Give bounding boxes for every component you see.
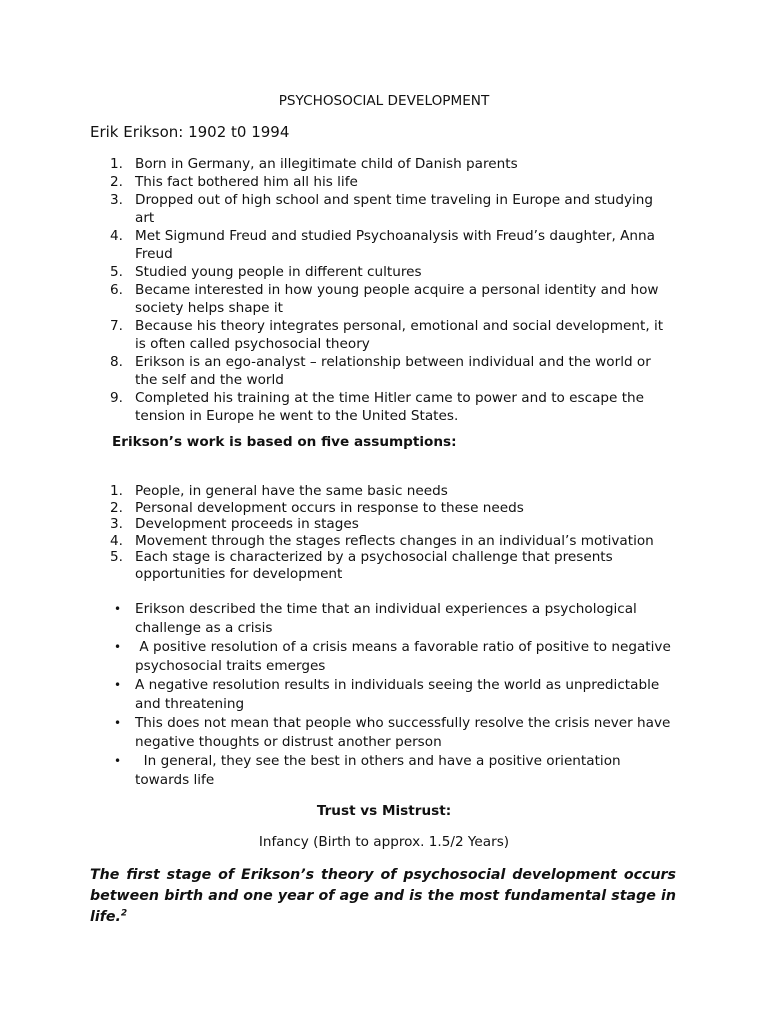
bullet-item-text: A negative resolution results in individuals seeing the world as unpredictable and threatening <box>135 677 664 712</box>
list-number: 3. <box>110 516 123 532</box>
list-item-text: Completed his training at the time Hitler came to power and to escape the tension in Europe he went to the United States. <box>135 390 645 424</box>
list-item-text: Erikson is an ego-analyst – relationship between individual and the world or the self and the world <box>135 354 651 388</box>
list-number: 6. <box>110 282 123 298</box>
bio-list-item <box>90 191 675 227</box>
bullet-item-text: In general, they see the best in others and have a positive orientation towards life <box>135 753 625 788</box>
list-number: 1. <box>110 483 123 499</box>
assumption-list-item <box>90 500 675 517</box>
list-number: 2. <box>110 499 123 516</box>
bullet-icon: • <box>114 678 122 692</box>
bullet-icon: • <box>114 716 122 730</box>
list-item-text: Each stage is characterized by a psychosocial challenge that presents opportunities for development <box>135 549 613 582</box>
list-number: 4. <box>110 532 123 549</box>
crisis-list-item <box>90 714 675 752</box>
list-number: 8. <box>110 354 123 370</box>
bullet-icon: • <box>114 640 122 654</box>
list-item-text: Development proceeds in stages <box>135 516 359 532</box>
list-item-text: Born in Germany, an illegitimate child of Danish parents <box>135 156 518 172</box>
list-number: 3. <box>110 192 123 208</box>
bio-list-item <box>90 281 675 317</box>
bullet-item-text: Erikson described the time that an individual experiences a psychological challenge as a crisis <box>135 601 642 636</box>
crisis-list-item <box>90 600 675 638</box>
list-number: 5. <box>110 549 123 565</box>
list-item-text: Met Sigmund Freud and studied Psychoanalysis with Freud’s daughter, Anna Freud <box>135 228 655 262</box>
list-number: 2. <box>110 174 123 190</box>
intro-text: The first stage of Erikson’s theory of psychosocial development occurs between birth and one year of age and is the most fundamental stage in life. <box>90 867 676 925</box>
list-item-text: Movement through the stages reflects changes in an individual’s motivation <box>135 532 654 549</box>
author-heading: Erik Erikson: 1902 t0 1994 <box>90 123 290 141</box>
list-number: 1. <box>110 156 123 172</box>
bio-list-item <box>90 389 675 425</box>
list-item-text: Dropped out of high school and spent time traveling in Europe and studying art <box>135 192 654 226</box>
assumption-list-item <box>90 483 675 500</box>
assumptions-heading: Erikson’s work is based on five assumptions: <box>112 434 457 450</box>
biography-list <box>90 155 675 425</box>
bio-list-item <box>90 173 675 191</box>
bio-list-item <box>90 227 675 263</box>
list-item-text: People, in general have the same basic needs <box>135 483 448 499</box>
list-item-text: Studied young people in different cultures <box>135 264 422 280</box>
stage-subheading: Infancy (Birth to approx. 1.5/2 Years) <box>258 834 510 850</box>
list-number: 4. <box>110 228 123 244</box>
bio-list-item <box>90 155 675 173</box>
list-number: 7. <box>110 318 123 334</box>
list-item-text: This fact bothered him all his life <box>135 174 358 190</box>
bullet-icon: • <box>114 602 122 616</box>
list-number: 5. <box>110 264 123 280</box>
list-number: 9. <box>110 390 123 406</box>
bio-list-item <box>90 317 675 353</box>
stage-heading: Trust vs Mistrust: <box>316 803 452 819</box>
intro-paragraph <box>90 865 676 928</box>
list-item-text: Because his theory integrates personal, emotional and social development, it is often called psychosocial theory <box>135 318 664 352</box>
list-item-text: Personal development occurs in response to these needs <box>135 499 524 516</box>
crisis-bullet-list <box>90 600 675 790</box>
assumption-list-item <box>90 533 675 550</box>
bio-list-item <box>90 353 675 389</box>
bullet-item-text: This does not mean that people who successfully resolve the crisis never have negative thoughts or distrust another person <box>135 715 675 750</box>
footnote-marker: 2 <box>120 908 128 919</box>
crisis-list-item <box>90 676 675 714</box>
list-item-text: Became interested in how young people acquire a personal identity and how society helps shape it <box>135 282 659 316</box>
bullet-icon: • <box>114 754 122 768</box>
crisis-list-item <box>90 752 675 790</box>
bullet-item-text: A positive resolution of a crisis means a favorable ratio of positive to negative psychosocial traits emerges <box>135 639 676 674</box>
document-title: PSYCHOSOCIAL DEVELOPMENT <box>278 93 490 109</box>
crisis-list-item <box>90 638 675 676</box>
assumptions-list <box>90 483 675 582</box>
assumption-list-item <box>90 516 675 533</box>
assumption-list-item <box>90 549 675 582</box>
bio-list-item <box>90 263 675 281</box>
